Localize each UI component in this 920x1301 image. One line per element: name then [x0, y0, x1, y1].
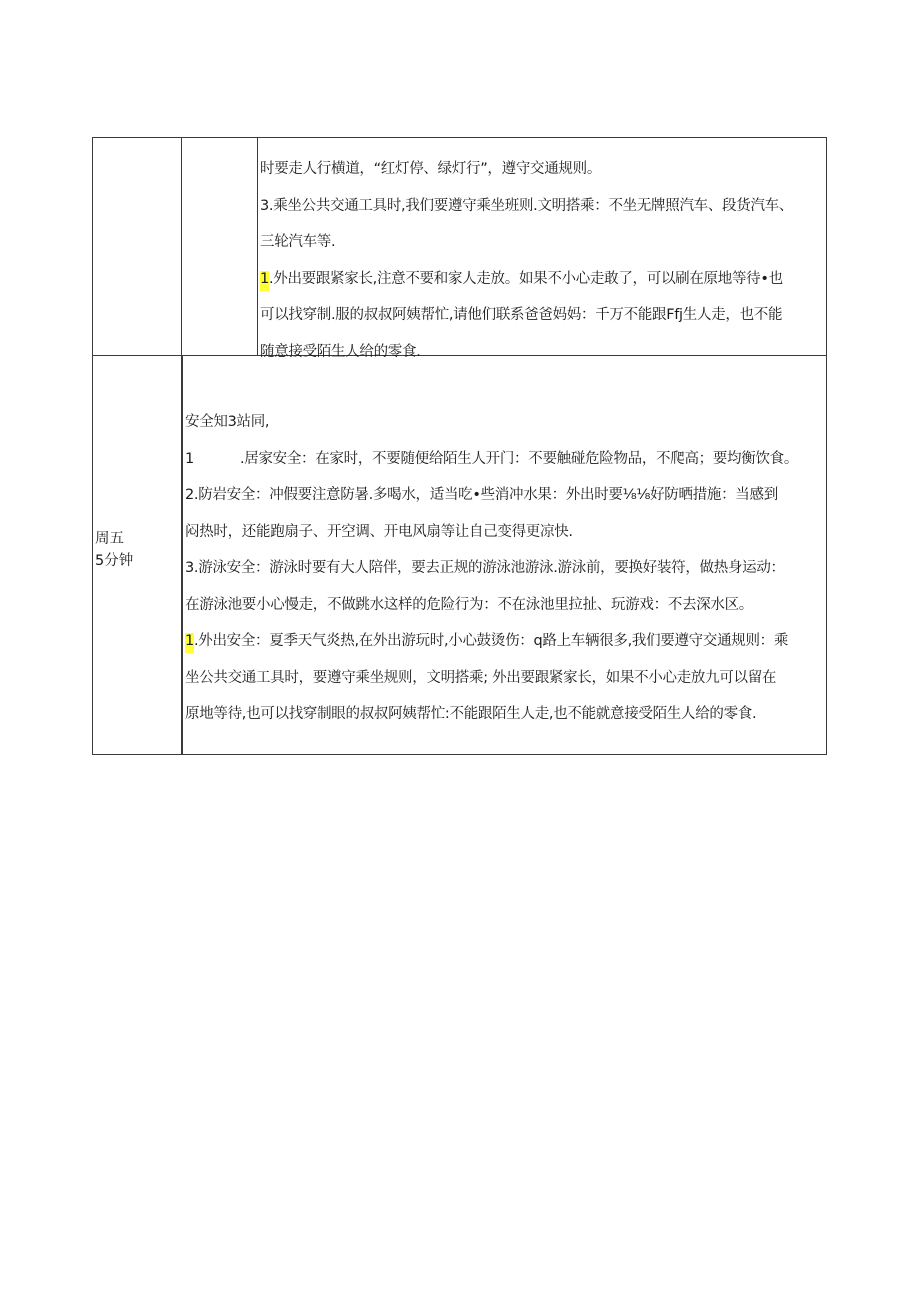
text-line: 坐公共交通工具时，要遵守乘坐规则，文明搭乘; 外出要跟紧家长，如果不小心走放九可以留在 — [185, 669, 777, 686]
text-line: 3.游泳安全：游泳时要有大人陪伴，要去正规的游泳池游泳.游泳前，要换好装符，做热身运动： — [185, 560, 785, 576]
text-line: 2.防岩安全：冲假要注意防暑.多喝水，适当吃•些消冲水果：外出时要⅛⅛好防晒措施：当感到 — [185, 487, 778, 503]
table-row-continuation — [93, 138, 826, 360]
item-text: .居家安全：在家时，不要随便给陌生人开门：不要触碰危险物品，不爬高；要均衡饮食。 — [239, 450, 799, 467]
day-cell-empty — [93, 138, 182, 355]
text-line-rest: .外出安全：夏季天气炎热,在外出游玩时,小心鼓烫伤：q路上车辆很多,我们要遵守交通规则：乘 — [193, 633, 789, 649]
text-line-rest: .外出要跟紧家长,注意不要和家人走放。如果不小心走敢了，可以刷在原地等待•也 — [268, 270, 783, 287]
highlight-marker: 1 — [185, 633, 194, 653]
text-line: 随意接受陌生人给的零食. — [260, 343, 421, 360]
item-number: 1 — [185, 450, 194, 467]
text-line: 闷热时，还能跑扇子、开空调、开电风扇等让自己变得更凉快. — [185, 523, 573, 540]
day-duration: 5分钟 — [95, 553, 134, 569]
day-cell — [93, 356, 182, 754]
text-line — [185, 441, 822, 478]
highlight-marker: 1 — [260, 271, 269, 291]
text-line: 可以找穿制.服的叔叔阿姨帮忙,请他们联系爸爸妈妈：千万不能跟Ffj生人走，也不能 — [260, 307, 783, 323]
table-row-friday — [93, 356, 826, 754]
day-name: 周五 — [95, 531, 124, 547]
text-line-highlighted — [260, 261, 822, 298]
time-cell-empty — [182, 138, 258, 355]
day-label — [95, 528, 133, 572]
intro-line: 安全知3站同, — [185, 414, 270, 430]
text-line: 三轮汽车等. — [260, 234, 336, 250]
content-cell-top — [258, 138, 826, 360]
text-line: 3.乘坐公共交通工具时,我们要遵守乘坐班则.文明搭乘：不坐无牌照汽车、段货汽车、 — [260, 197, 794, 214]
text-line: 在游泳池要小心慢走，不做跳水这样的危险行为：不在泳池里拉扯、玩游戏：不去深水区。 — [185, 596, 753, 613]
content-cell-bottom — [182, 356, 826, 754]
text-line: 原地等待,也可以找穿制眼的叔叔阿姨帮忙:不能跟陌生人走,也不能就意接受陌生人给的零食. — [185, 706, 757, 722]
text-line: 时要走人行横道，“红灯停、绿灯行”，遵守交通规则。 — [260, 161, 602, 177]
text-line-highlighted — [185, 623, 822, 660]
schedule-table — [92, 137, 827, 755]
